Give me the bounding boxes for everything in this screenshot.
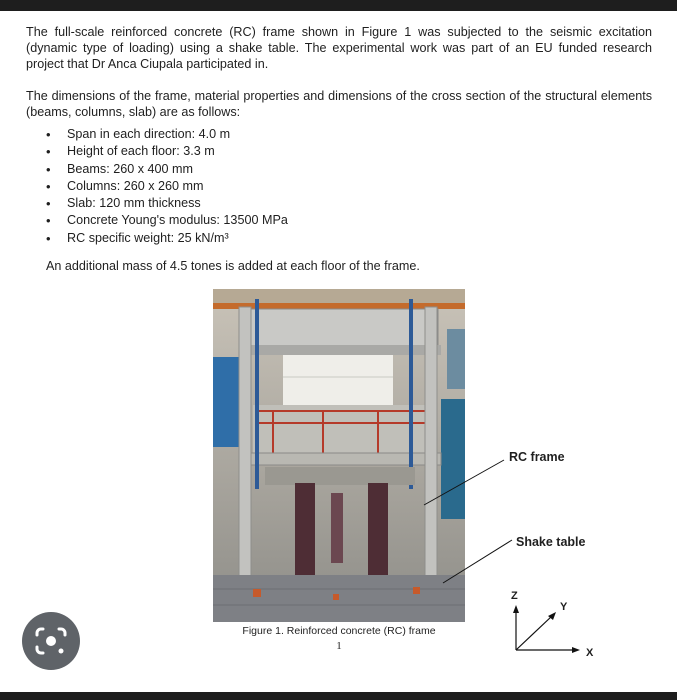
intro-paragraph: The full-scale reinforced concrete (RC) frame shown in Figure 1 was subjected to the seismic excitation (dynamic type of loading) using a shake table. The experimental work was part of an EU funded research project that Dr Anca Ciupala participated in.	[26, 25, 652, 71]
list-item: • Span in each direction: 4.0 m	[46, 126, 288, 143]
rc-frame-leader	[424, 460, 504, 505]
list-item: • Concrete Young's modulus: 13500 MPa	[46, 212, 288, 229]
list-item: • Beams: 260 x 400 mm	[46, 161, 288, 178]
page-number: 1	[336, 640, 342, 652]
google-lens-icon	[22, 612, 80, 670]
figure-caption: Figure 1. Reinforced concrete (RC) frame	[242, 625, 436, 637]
axis-diagram	[500, 590, 610, 665]
list-item: • Height of each floor: 3.3 m	[46, 143, 288, 160]
bottom-bar	[0, 692, 677, 700]
mass-paragraph: An additional mass of 4.5 tones is added at each floor of the frame.	[46, 259, 420, 273]
list-item: • Slab: 120 mm thickness	[46, 195, 288, 212]
shake-table-leader	[443, 540, 512, 583]
axis-z-label: Z	[511, 590, 518, 602]
rc-frame-label: RC frame	[509, 450, 565, 464]
axis-x-label: X	[586, 647, 594, 659]
axis-y-label: Y	[560, 601, 568, 613]
dimensions-paragraph: The dimensions of the frame, material properties and dimensions of the cross section of the structural elements (beams, columns, slab) are as follows:	[26, 89, 652, 119]
list-item: • RC specific weight: 25 kN/m³	[46, 230, 288, 247]
list-item: • Columns: 260 x 260 mm	[46, 178, 288, 195]
google-lens-button[interactable]	[22, 612, 80, 670]
shake-table-label: Shake table	[516, 535, 586, 549]
